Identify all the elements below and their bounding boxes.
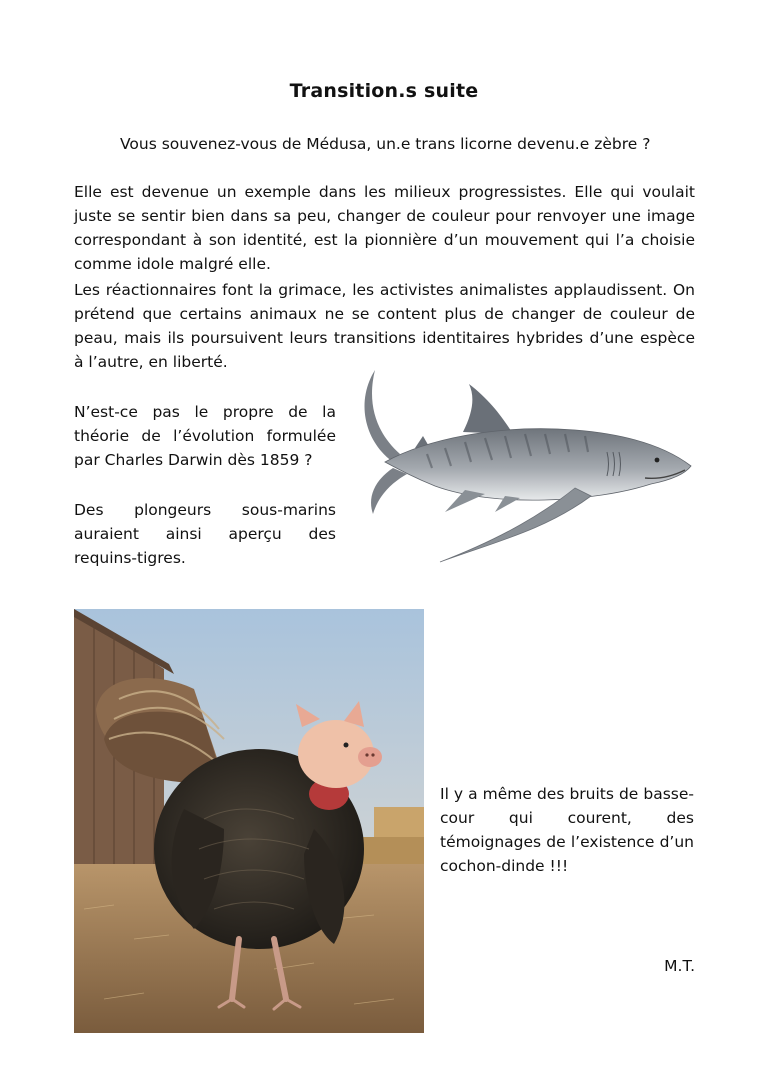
paragraph-2: Les réactionnaires font la grimace, les activistes animalistes applaudissent. On prétend que certains animaux ne se content plus de changer de couleur de peau, mais ils poursuivent leurs transitions identitaires hybrides d’une espèce à l’autre, en liberté. xyxy=(74,281,695,371)
pig-turkey-paragraph: Il y a même des bruits de basse-cour qui courent, des témoignages de l’existence d’un cochon-dinde !!! xyxy=(440,785,694,875)
signature: M.T. xyxy=(664,957,695,975)
pig-turkey-photo xyxy=(74,609,424,1033)
tiger-shark-illustration xyxy=(345,362,700,572)
darwin-paragraph: N’est-ce pas le propre de la théorie de l’évolution formulée par Charles Darwin dès 1859 ? xyxy=(74,403,336,469)
page-title: Transition.s suite xyxy=(289,80,479,102)
divers-paragraph: Des plongeurs sous-marins auraient ainsi aperçu des requins-tigres. xyxy=(74,501,336,567)
intro-line: Vous souvenez-vous de Médusa, un.e trans licorne devenu.e zèbre ? xyxy=(120,135,651,153)
paragraph-1: Elle est devenue un exemple dans les milieux progressistes. Elle qui voulait juste se sentir bien dans sa peu, changer de couleur pour renvoyer une image correspondant à son identité, est la pionnière d’un mouvement qui l’a choisie comme idole malgré elle. xyxy=(74,183,695,273)
